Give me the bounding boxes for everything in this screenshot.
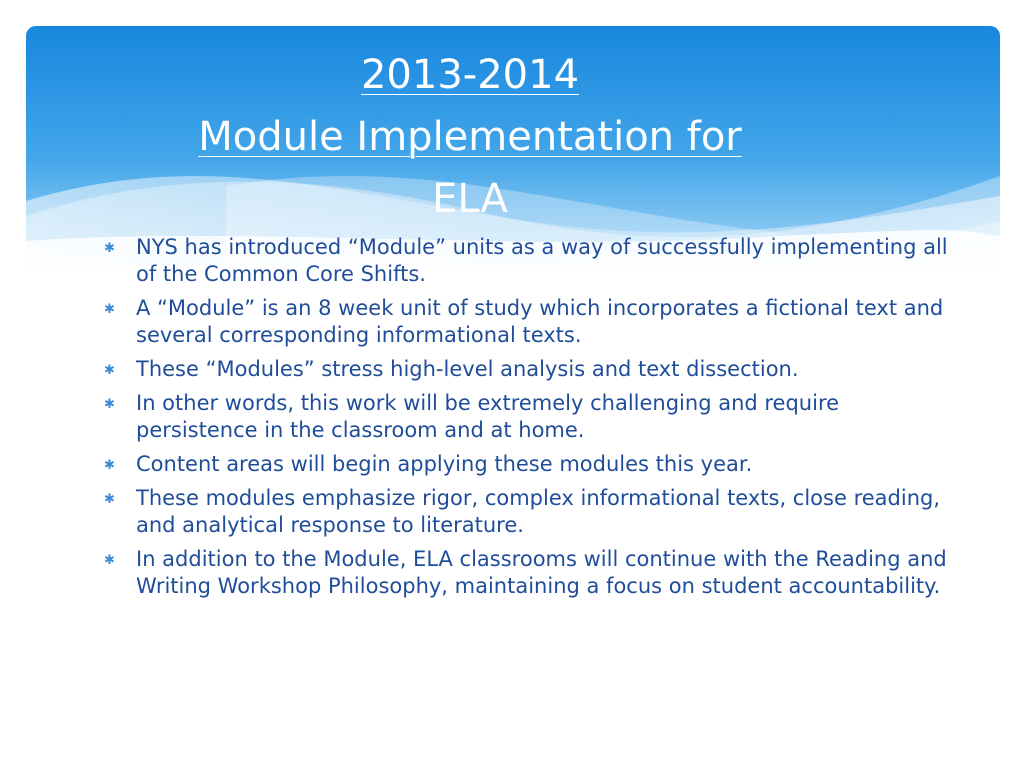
- bullet-text: These modules emphasize rigor, complex informational texts, close reading, and analytical response to literature.: [136, 486, 941, 537]
- title-line-module: Module Implementation for: [198, 114, 742, 160]
- bullet-list: [104, 234, 954, 607]
- list-item: [104, 546, 954, 600]
- asterisk-bullet-icon: ✱: [104, 553, 115, 568]
- title-line-ela: ELA: [432, 176, 508, 222]
- asterisk-bullet-icon: ✱: [104, 241, 115, 256]
- bullet-text: In other words, this work will be extremely challenging and require persistence in the classroom and at home.: [136, 391, 840, 442]
- list-item: [104, 451, 954, 478]
- list-item: [104, 356, 954, 383]
- asterisk-bullet-icon: ✱: [104, 458, 115, 473]
- asterisk-bullet-icon: ✱: [104, 363, 115, 378]
- bullet-text: In addition to the Module, ELA classrooms will continue with the Reading and Writing Workshop Philosophy, maintaining a focus on student accountability.: [136, 547, 947, 598]
- bullet-text: A “Module” is an 8 week unit of study which incorporates a fictional text and several corresponding informational texts.: [136, 296, 944, 347]
- list-item: [104, 295, 954, 349]
- list-item: [104, 485, 954, 539]
- title-line-year: 2013-2014: [360, 52, 580, 98]
- list-item: [104, 390, 954, 444]
- list-item: [104, 234, 954, 288]
- slide-title: [120, 44, 820, 230]
- asterisk-bullet-icon: ✱: [104, 302, 115, 317]
- asterisk-bullet-icon: ✱: [104, 492, 115, 507]
- asterisk-bullet-icon: ✱: [104, 397, 115, 412]
- bullet-text: Content areas will begin applying these modules this year.: [136, 452, 753, 476]
- bullet-text: NYS has introduced “Module” units as a way of successfully implementing all of the Common Core Shifts.: [136, 235, 948, 286]
- bullet-text: These “Modules” stress high-level analysis and text dissection.: [136, 357, 799, 381]
